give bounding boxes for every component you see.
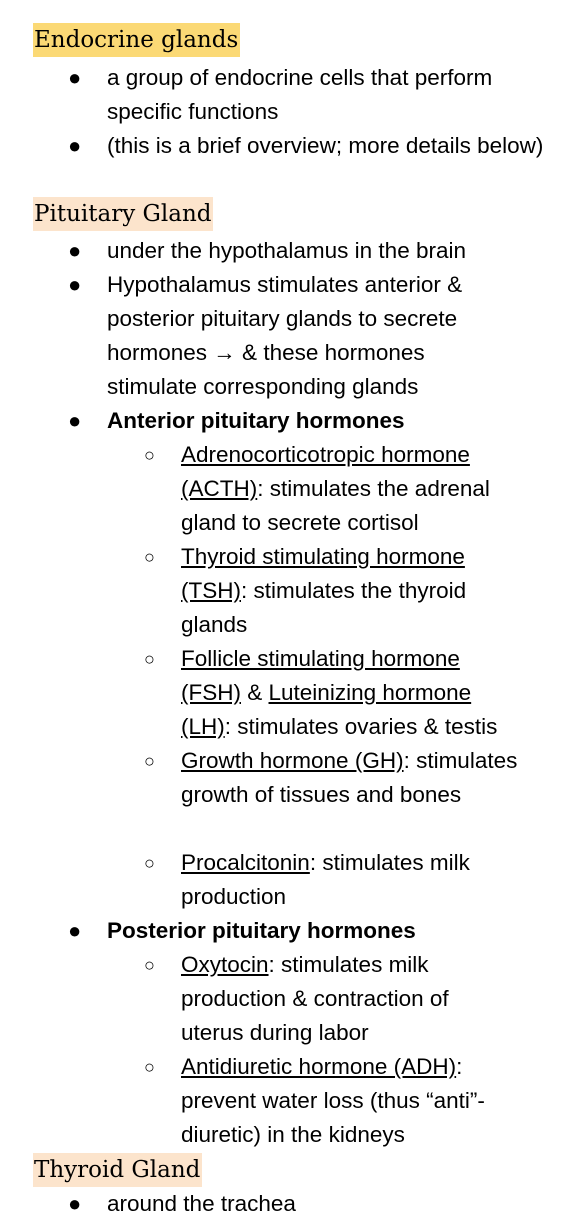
sub-bullet-icon: ○ bbox=[144, 649, 155, 669]
list-item bbox=[68, 1187, 547, 1221]
list-item bbox=[68, 234, 547, 268]
sub-bullet-icon: ○ bbox=[144, 445, 155, 465]
hormone-term: Procalcitonin bbox=[181, 850, 310, 875]
bullet-icon: ● bbox=[68, 238, 82, 263]
hormone-term: Growth hormone (GH) bbox=[181, 748, 404, 773]
hormone-description: : stimulates growth of tissues and bones bbox=[181, 748, 518, 807]
list-item bbox=[68, 61, 547, 129]
list-item-text: around the trachea bbox=[107, 1191, 296, 1216]
sub-list-item bbox=[144, 846, 551, 914]
hormone-description: : stimulates milk production & contraction of uterus during labor bbox=[181, 952, 449, 1045]
heading-pituitary-gland: Pituitary Gland bbox=[33, 197, 213, 231]
hormone-description: : stimulates ovaries & testis bbox=[224, 714, 498, 739]
sub-list-item bbox=[144, 744, 551, 812]
hormone-description: : prevent water loss (thus “anti”-diuretic) in the kidneys bbox=[181, 1054, 485, 1147]
hormone-term: Adrenocorticotropic hormone (ACTH) bbox=[181, 442, 470, 501]
bullet-icon: ● bbox=[68, 408, 82, 433]
list-item-text: Anterior pituitary hormones bbox=[107, 408, 405, 433]
bullet-icon: ● bbox=[68, 133, 82, 158]
sub-list-item bbox=[144, 438, 526, 540]
sub-list-item bbox=[144, 642, 526, 744]
sub-list-item bbox=[144, 948, 491, 1050]
sub-bullet-icon: ○ bbox=[144, 547, 155, 567]
list-item-text: under the hypothalamus in the brain bbox=[107, 238, 466, 263]
sub-bullet-icon: ○ bbox=[144, 1057, 155, 1077]
hormone-term: Follicle stimulating hormone (FSH) bbox=[181, 646, 460, 705]
list-item-text: a group of endocrine cells that perform specific functions bbox=[107, 65, 493, 124]
heading-endocrine-glands: Endocrine glands bbox=[33, 23, 240, 57]
bullet-icon: ● bbox=[68, 272, 82, 297]
bullet-icon: ● bbox=[68, 918, 82, 943]
list-item-posterior-pituitary bbox=[68, 914, 547, 948]
sub-bullet-icon: ○ bbox=[144, 751, 155, 771]
list-item-text: Posterior pituitary hormones bbox=[107, 918, 416, 943]
hormone-description: : stimulates milk production bbox=[181, 850, 470, 909]
list-item-anterior-pituitary bbox=[68, 404, 547, 438]
list-item-text: Hypothalamus stimulates anterior & posterior pituitary glands to secrete hormones → & these hormones stimulate corresponding glands bbox=[107, 272, 463, 399]
sub-list-item bbox=[144, 540, 506, 642]
heading-thyroid-gland: Thyroid Gland bbox=[33, 1153, 202, 1187]
bullet-icon: ● bbox=[68, 1191, 82, 1216]
list-item-text: (this is a brief overview; more details below) bbox=[107, 133, 544, 158]
hormone-term: Antidiuretic hormone (ADH) bbox=[181, 1054, 457, 1079]
hormone-description: : stimulates the thyroid glands bbox=[181, 578, 467, 637]
list-item bbox=[68, 129, 547, 163]
hormone-term: Luteinizing hormone (LH) bbox=[181, 680, 472, 739]
hormone-description: : stimulates the adrenal gland to secrete cortisol bbox=[181, 476, 490, 535]
hormone-term: Thyroid stimulating hormone (TSH) bbox=[181, 544, 465, 603]
hormone-term: Oxytocin bbox=[181, 952, 269, 977]
bullet-icon: ● bbox=[68, 65, 82, 90]
hormone-connector: & bbox=[241, 680, 269, 705]
list-item bbox=[68, 268, 507, 404]
sub-bullet-icon: ○ bbox=[144, 955, 155, 975]
sub-list-item bbox=[144, 1050, 506, 1152]
sub-bullet-icon: ○ bbox=[144, 853, 155, 873]
